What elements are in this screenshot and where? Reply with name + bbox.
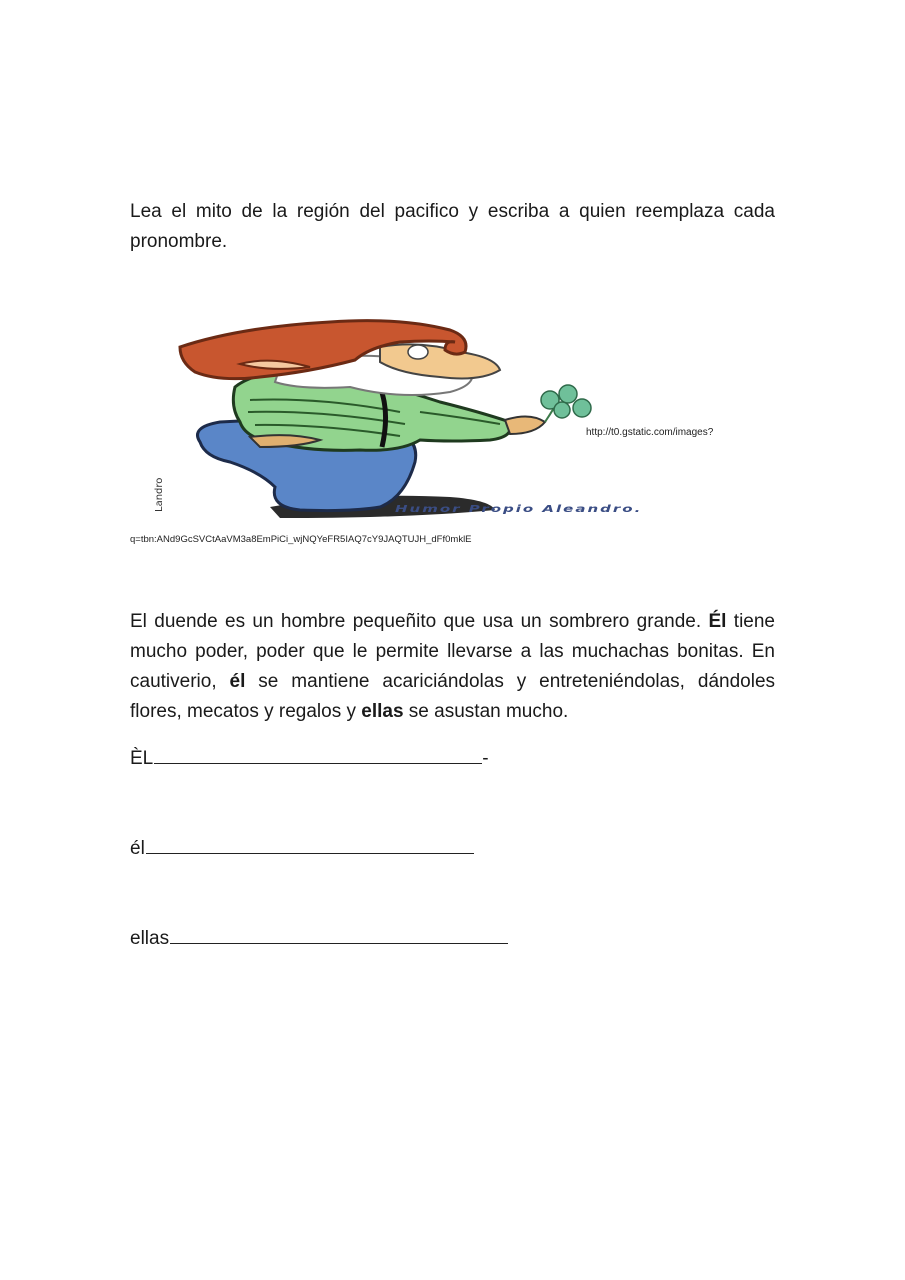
answer-label: ellas: [130, 928, 170, 949]
story-text: El duende es un hombre pequeñito que usa un sombrero grande.: [130, 611, 709, 632]
answer-row-el-capital: [130, 743, 489, 774]
story-text: se asustan mucho.: [403, 701, 569, 722]
leprechaun-illustration-icon: [150, 312, 790, 527]
story-paragraph: [130, 607, 775, 727]
image-source-url-part1: http://t0.gstatic.com/images?: [586, 427, 714, 438]
answer-blank-field[interactable]: [146, 833, 474, 854]
image-source-url-part2: q=tbn:ANd9GcSVCtAaVM3a8EmPiCi_wjNQYeFR5IAQ7cY9JAQTUJH_dFf0mklE: [130, 534, 472, 545]
story-text: se mantiene acariciándolas y entreteniéndolas, dándoles flores, mecatos y regalos y: [130, 671, 776, 722]
answer-label: ÈL: [130, 748, 154, 769]
instruction-text: Lea el mito de la región del pacifico y escriba a quien reemplaza cada pronombre.: [130, 201, 775, 252]
answer-label: él: [130, 838, 145, 859]
answer-blank-field[interactable]: [154, 743, 482, 764]
image-watermark: Humor Propio Aleandro.: [395, 503, 643, 515]
answer-row-ellas: [130, 923, 508, 954]
svg-text:Landro: Landro: [154, 477, 165, 512]
pronoun-el-bold: Él: [708, 611, 727, 632]
leprechaun-image: [150, 312, 790, 527]
answer-suffix: -: [482, 748, 489, 769]
answer-blank-field[interactable]: [170, 923, 508, 944]
answer-row-el: [130, 833, 474, 864]
story-text: tiene mucho poder, poder que le permite llevarse a las muchachas bonitas. En cautiverio,: [130, 611, 775, 692]
pronoun-ellas-bold: ellas: [361, 701, 404, 722]
pronoun-el-bold: él: [229, 671, 246, 692]
